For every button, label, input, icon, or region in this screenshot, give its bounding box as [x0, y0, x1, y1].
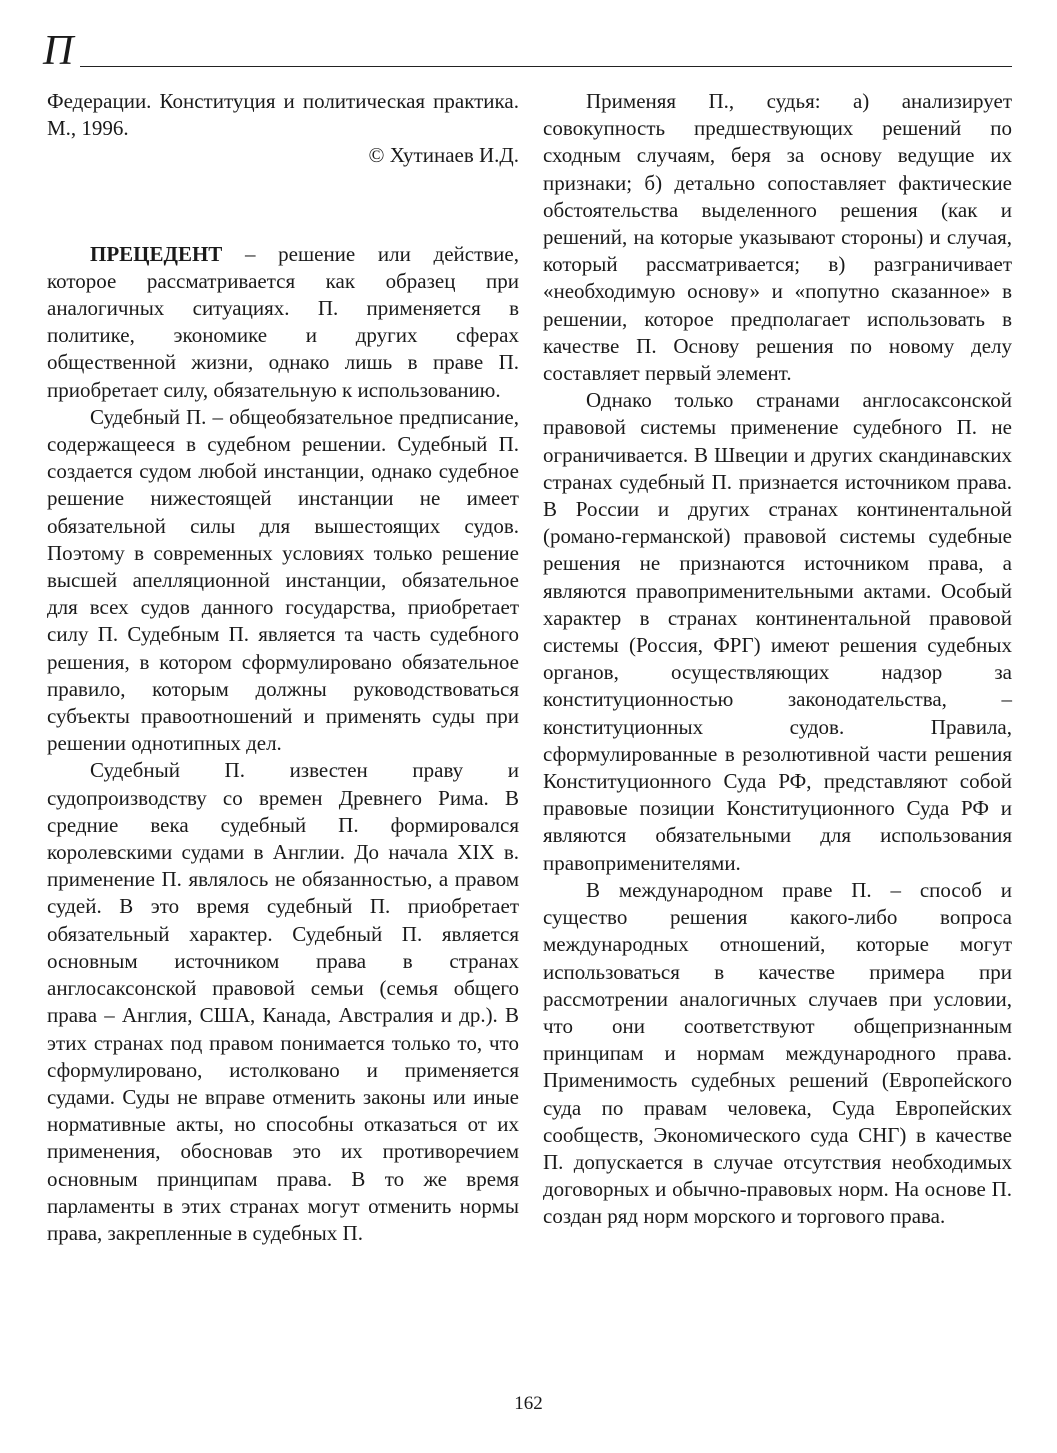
header-rule	[80, 66, 1012, 67]
previous-entry-continuation: Федерации. Конституция и политическая практика. М., 1996.	[47, 89, 519, 141]
body-paragraph: Применяя П., судья: а) анализирует совокупность предшествующих решений по сходным случаям, беря за основу ведущие их признаки; б) детально сопоставляет фактические обстоятельства выделенного решения (как и решений, на которые указывают стороны) и случая, который рассматривается; в) разграничивает «необходимую основу» и «попутно сказанное» в решении, которое предполагает использовать в качестве П. Основу решения по новому делу составляет первый элемент.	[543, 89, 1012, 386]
entry-term: ПРЕЦЕДЕНТ	[90, 241, 223, 266]
body-paragraph: Судебный П. – общеобязательное предписание, содержащееся в судебном решении. Судебный П. создается судом любой инстанции, однако судебное решение нижестоящей инстанции не имеет обязательной силы для вышестоящих судов. Поэтому в современных условиях только решение высшей апелляционной инстанции, обязательное для всех судов данного государства, приобретает силу П. Судебным П. является та часть судебного решения, в котором сформулировано обязательное правило, которым должны руководствоваться субъекты правоотношений и применять суды при решении однотипных дел.	[47, 404, 519, 756]
body-paragraph: В международном праве П. – способ и существо решения какого-либо вопроса международных отношений, которые могут использоваться в качестве примера при рассмотрении аналогичных случаев при условии, что они соответствуют общепризнанным принципам и нормам международного права. Применимость судебных решений (Европейского суда по правам человека, Суда Европейских сообществ, Экономического суда СНГ) в качестве П. допускается в случае отсутствия необходимых договорных и обычно-правовых норм. На основе П. создан ряд норм морского и торгового права.	[543, 877, 1012, 1229]
body-paragraph: Однако только странами англосаксонской правовой системы применение судебного П. не ограничивается. В Швеции и других скандинавских странах судебный П. признается источником права. В России и других странах континентальной (романо-германской) правовой системы судебные решения не признаются источником права, а являются правоприменительными актами. Особый характер в странах континентальной правовой системы (Россия, ФРГ) имеют решения судебных органов, осуществляющих надзор за конституционностью законодательства, – конституционных судов. Правила, сформулированные в резолютивной части решения Конституционного Суда РФ, представляют собой правовые позиции Конституционного Суда РФ и являются обязательными для использования правоприменителями.	[543, 388, 1012, 875]
running-head-letter: П	[43, 28, 74, 74]
left-column	[47, 88, 519, 1247]
page-number: 162	[514, 1393, 543, 1414]
entry-heading-paragraph	[47, 241, 519, 404]
entry-definition: – решение или действие, которое рассматривается как образец при аналогичных ситуациях. П. применяется в политике, экономике и других сферах общественной жизни, однако лишь в праве П. приобретает силу, обязательную к использованию.	[47, 241, 519, 402]
entry-spacer	[47, 170, 519, 241]
author-signature: © Хутинаев И.Д.	[368, 143, 519, 168]
body-paragraph: Судебный П. известен праву и судопроизводству со времен Древнего Рима. В средние века судебный П. формировался королевскими судами в Англии. До начала XIX в. применение П. являлось не обязанностью, а правом судей. В это время судебный П. приобретает обязательный характер. Судебный П. является основным источником права в странах англосаксонской правовой семьи (семья общего права – Англия, США, Канада, Австралия и др.). В этих странах под правом понимается только то, что сформулировано, истолковано и применяется судами. Суды не вправе отменить законы или иные нормативные акты, но способны отказаться от их применения, обосновав это их противоречием основным принципам права. В то же время парламенты в этих странах могут отменить нормы права, закрепленные в судебных П.	[47, 758, 519, 1245]
right-column	[543, 88, 1012, 1231]
